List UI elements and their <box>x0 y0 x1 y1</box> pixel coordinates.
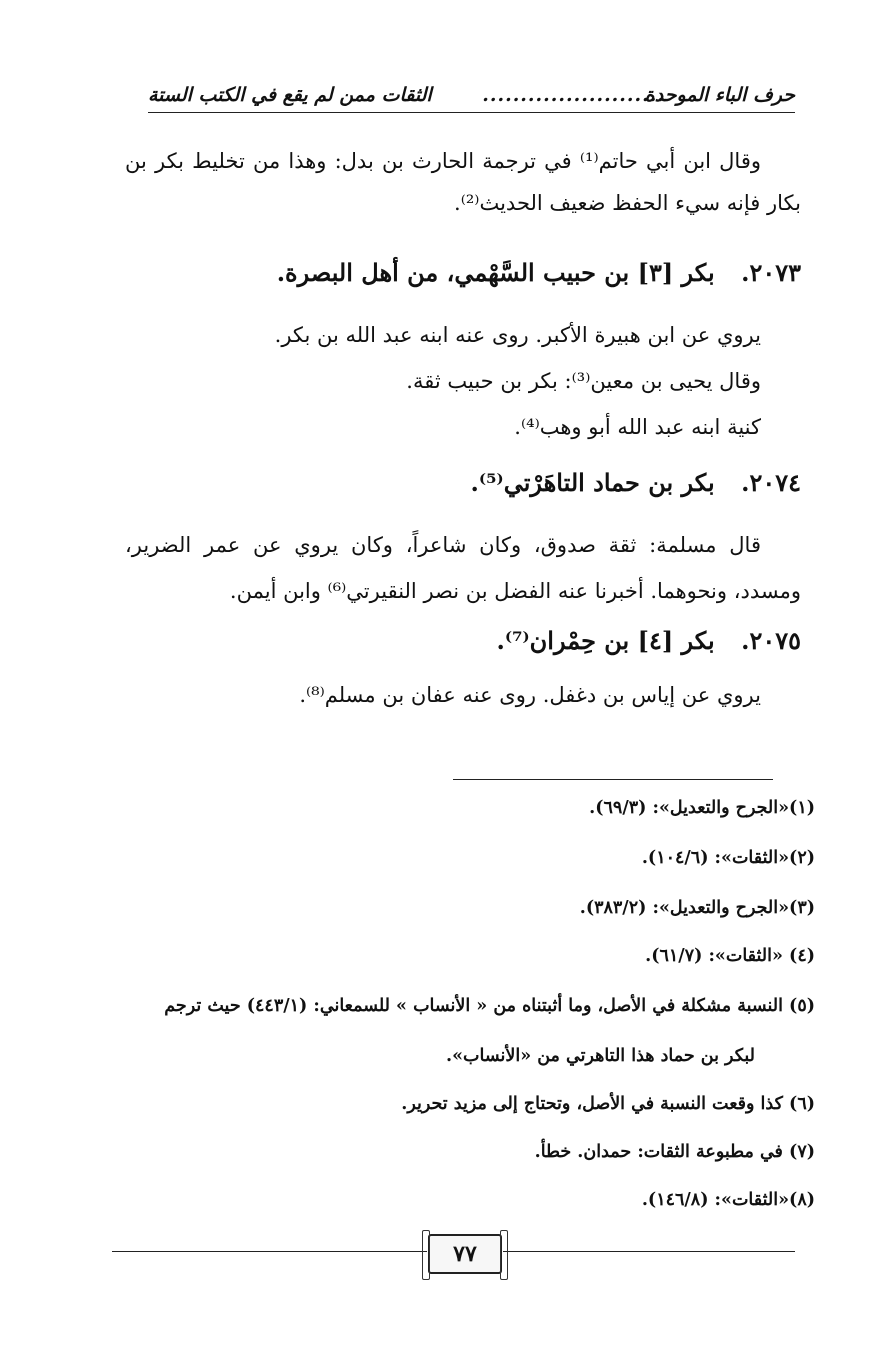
entry-body <box>125 318 801 444</box>
entry-number: ٢٠٧٣. <box>741 258 801 287</box>
footnote-separator <box>453 779 773 780</box>
entry-line: كنية ابنه عبد الله أبو وهب⁽⁴⁾. <box>514 415 761 439</box>
footnote: (١)«الجرح والتعديل»: (٦٩/٣). <box>589 798 815 818</box>
running-header <box>148 82 795 113</box>
header-book-title: الثقات ممن لم يقع في الكتب الستة <box>148 84 432 106</box>
footnote-continuation: لبكر بن حماد هذا التاهرتي من «الأنساب». <box>446 1046 755 1066</box>
entry-line: يروي عن إياس بن دغفل. روى عنه عفان بن مسلم⁽⁸⁾. <box>299 683 761 707</box>
footnote: (٨)«الثقات»: (١٤٦/٨). <box>641 1190 815 1210</box>
entry-title: بكر [٤] بن حِمْران⁽⁷⁾. <box>496 626 715 655</box>
entry-heading <box>125 258 801 287</box>
entry-line: يروي عن ابن هبيرة الأكبر. روى عنه ابنه عبد الله بن بكر. <box>274 323 761 347</box>
footnote: (٦) كذا وقعت النسبة في الأصل، وتحتاج إلى مزيد تحرير. <box>401 1094 815 1114</box>
bottom-rule <box>112 1251 427 1252</box>
entry-title: بكر [٣] بن حبيب السَّهْمي، من أهل البصرة. <box>276 258 715 287</box>
intro-paragraph <box>125 144 801 220</box>
entry-body <box>125 528 801 608</box>
entry-heading <box>125 468 801 497</box>
entry-body <box>125 678 801 712</box>
footnote: (٤) «الثقات»: (٦١/٧). <box>645 946 815 966</box>
footnote: (٧) في مطبوعة الثقات: حمدان. خطأ. <box>534 1142 815 1162</box>
entry-line: ومسدد، ونحوهما. أخبرنا عنه الفضل بن نصر النقيرتي⁽⁶⁾ وابن أيمن. <box>229 579 801 603</box>
entry-number: ٢٠٧٤. <box>741 468 801 497</box>
entry-title: بكر بن حماد التاهَرْتي⁽⁵⁾. <box>470 468 715 497</box>
footnote: (٣)«الجرح والتعديل»: (٣٨٣/٢). <box>579 898 815 918</box>
entry-line: وقال يحيى بن معين⁽³⁾: بكر بن حبيب ثقة. <box>406 369 761 393</box>
page-number: ٧٧ <box>428 1234 502 1274</box>
entry-line: قال مسلمة: ثقة صدوق، وكان شاعراً، وكان يروي عن عمر الضرير، <box>125 533 761 557</box>
intro-line: وقال ابن أبي حاتم⁽¹⁾ في ترجمة الحارث بن بدل: وهذا من تخليط بكر بن <box>125 149 761 173</box>
entry-heading <box>125 626 801 655</box>
bottom-rule <box>503 1251 795 1252</box>
intro-line: بكار فإنه سيء الحفظ ضعيف الحديث⁽²⁾. <box>454 191 801 215</box>
header-dot-leader: ........................ <box>482 84 665 106</box>
header-chapter-title: حرف الباء الموحدة <box>644 84 795 106</box>
entry-number: ٢٠٧٥. <box>741 626 801 655</box>
footnote: (٥) النسبة مشكلة في الأصل، وما أثبتناه من « الأنساب » للسمعاني: (٤٤٣/١) حيث ترجم <box>164 996 815 1016</box>
footnote: (٢)«الثقات»: (١٠٤/٦). <box>641 848 815 868</box>
